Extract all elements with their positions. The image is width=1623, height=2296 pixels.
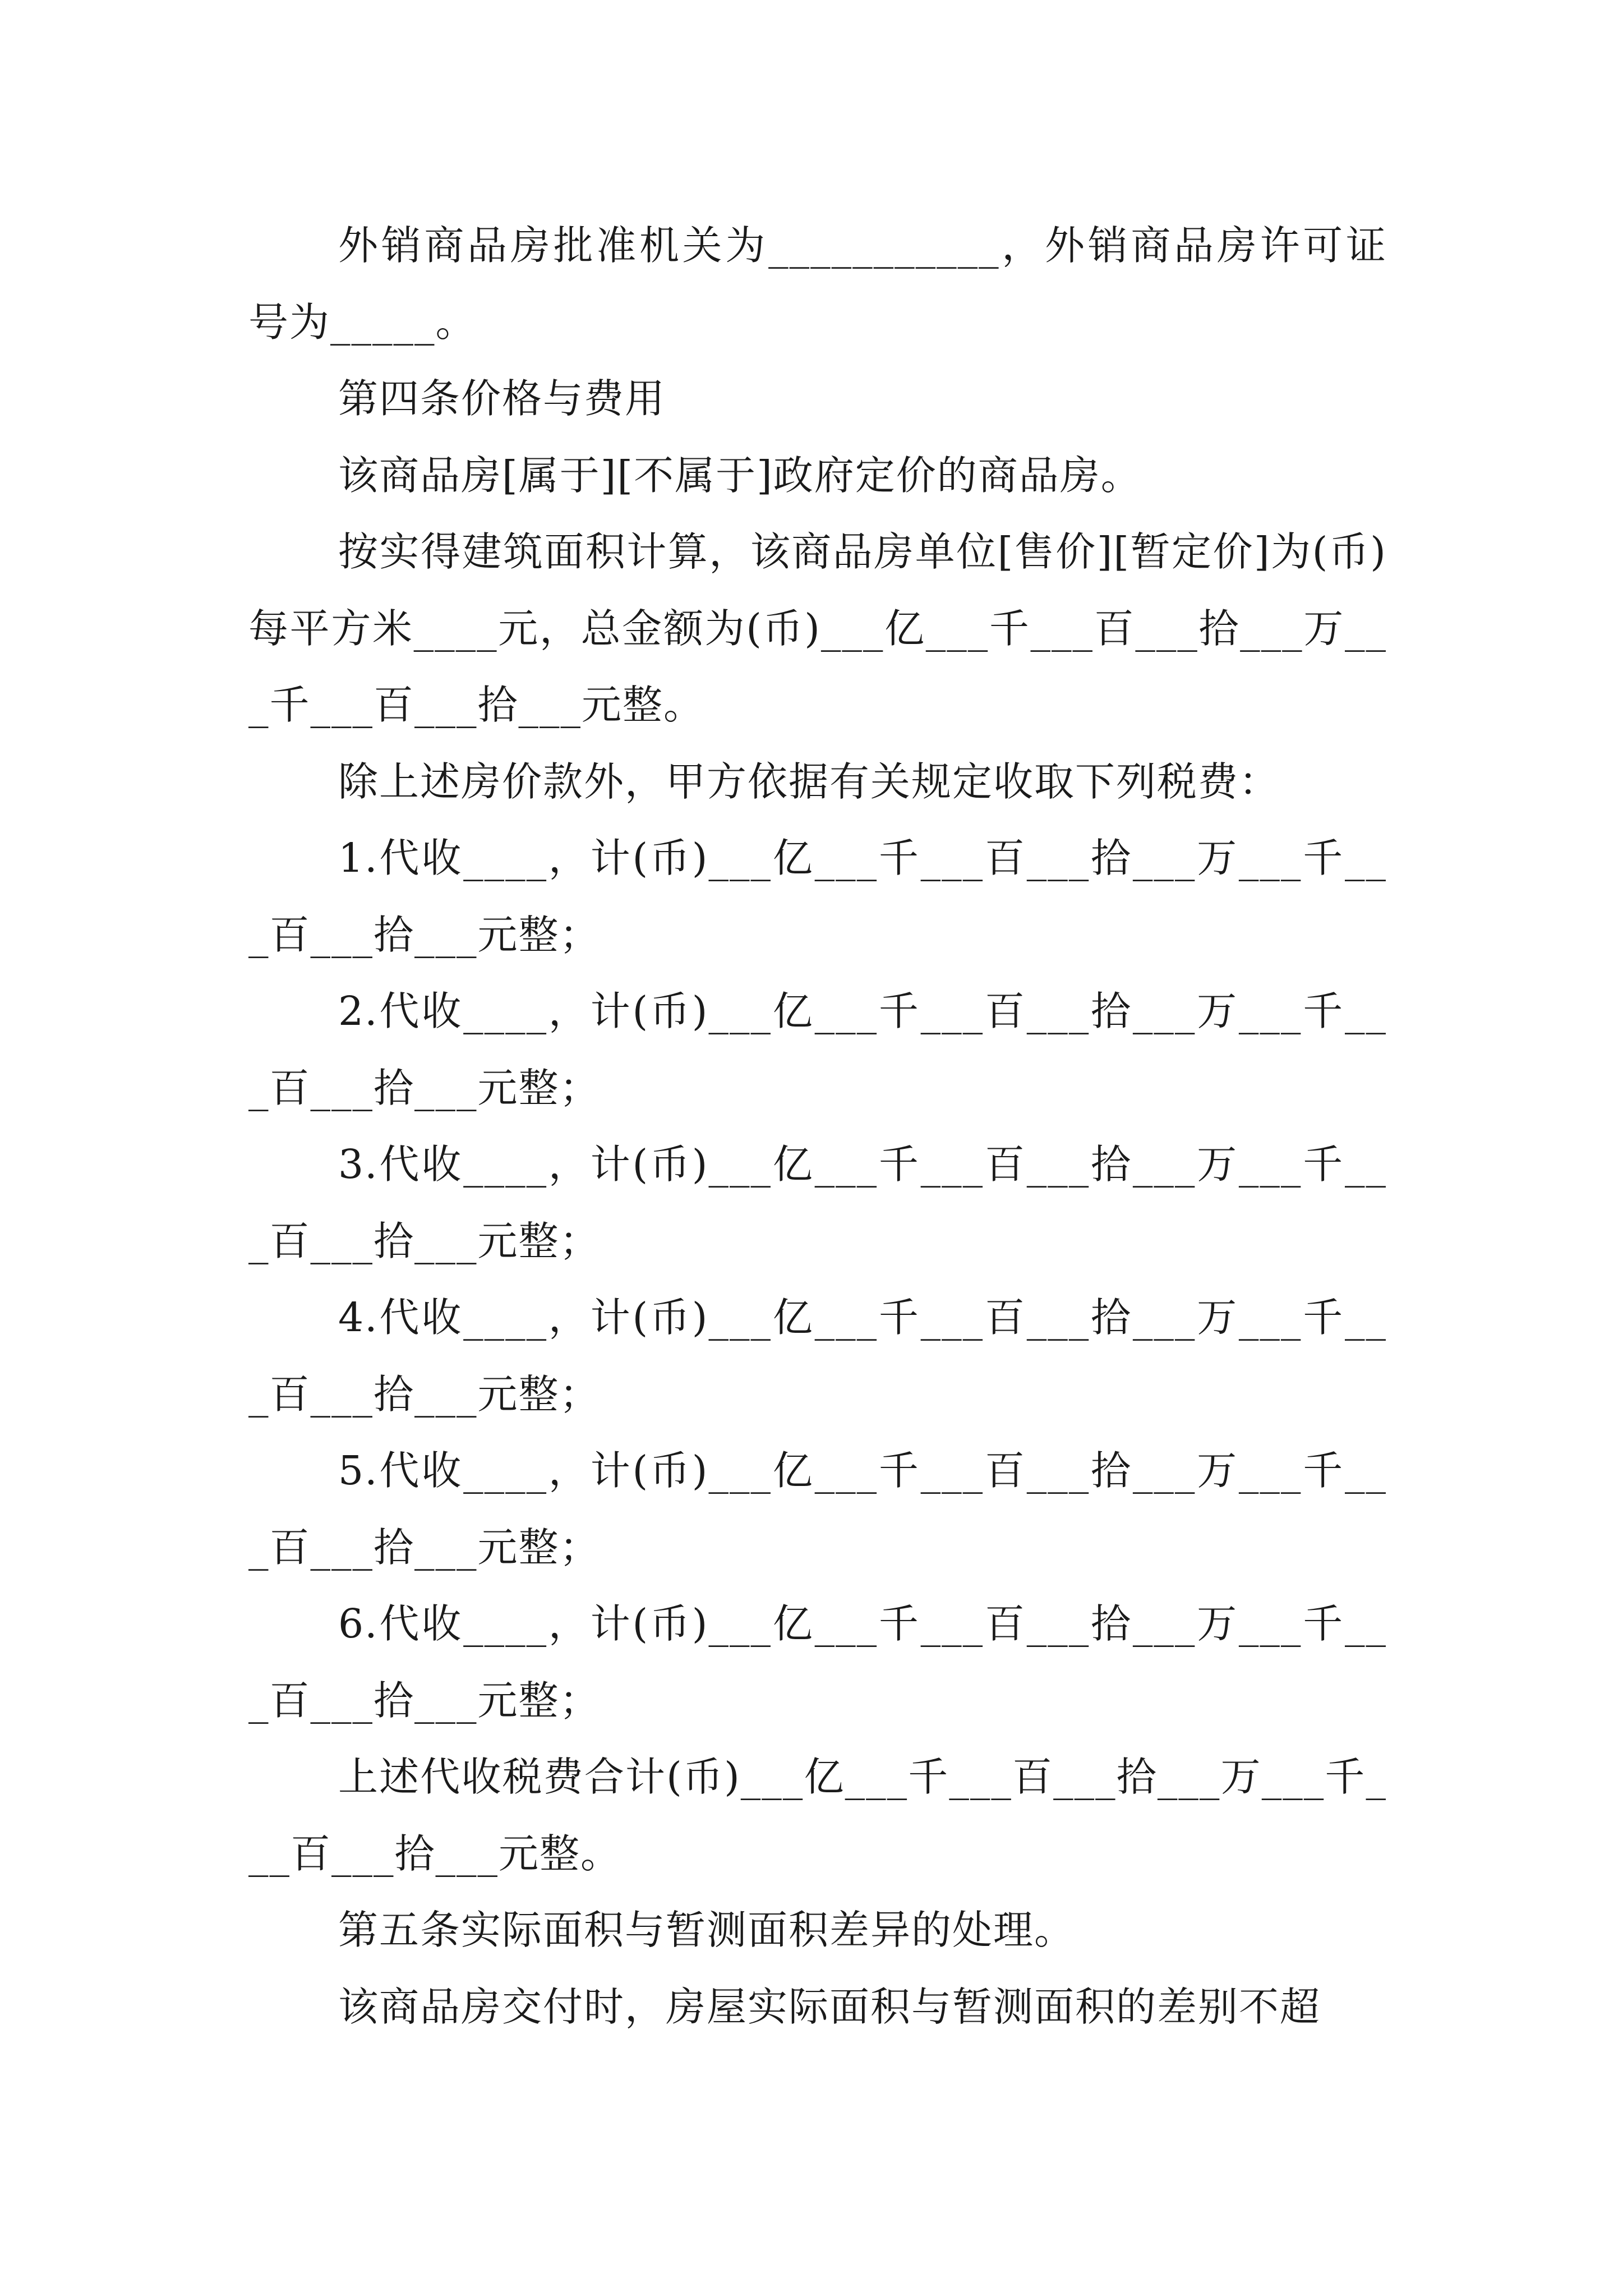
paragraph-area-difference: 该商品房交付时，房屋实际面积与暂测面积的差别不超	[338, 1983, 1321, 2030]
paragraph-government-pricing: 该商品房[属于][不属于]政府定价的商品房。	[338, 452, 1142, 499]
paragraph-taxes-intro: 除上述房价款外，甲方依据有关规定收取下列税费：	[338, 758, 1280, 805]
document-body	[248, 208, 1387, 2045]
list-item-tax-6: 6.代收____，计(币)___亿___千___百___拾___万___千___百___拾___元整；	[248, 1600, 1387, 1724]
list-item-tax-5: 5.代收____，计(币)___亿___千___百___拾___万___千___百___拾___元整；	[248, 1447, 1387, 1571]
paragraph-unit-price: 按实得建筑面积计算，该商品房单位[售价][暂定价]为(币)每平方米____元，总金额为(币)___亿___千___百___拾___万___千___百___拾___元整。	[248, 528, 1387, 728]
heading-article-4: 第四条价格与费用	[338, 375, 666, 422]
paragraph-approval-authority: 外销商品房批准机关为___________，外销商品房许可证号为_____。	[248, 222, 1387, 346]
heading-article-5: 第五条实际面积与暂测面积差异的处理。	[338, 1907, 1076, 1953]
list-item-tax-2: 2.代收____，计(币)___亿___千___百___拾___万___千___百___拾___元整；	[248, 988, 1387, 1111]
list-item-tax-4: 4.代收____，计(币)___亿___千___百___拾___万___千___百___拾___元整；	[248, 1294, 1387, 1418]
list-item-tax-1: 1.代收____，计(币)___亿___千___百___拾___万___千___百___拾___元整；	[248, 835, 1387, 958]
list-item-tax-3: 3.代收____，计(币)___亿___千___百___拾___万___千___百___拾___元整；	[248, 1141, 1387, 1264]
paragraph-tax-total: 上述代收税费合计(币)___亿___千___百___拾___万___千___百___拾___元整。	[248, 1754, 1387, 1877]
